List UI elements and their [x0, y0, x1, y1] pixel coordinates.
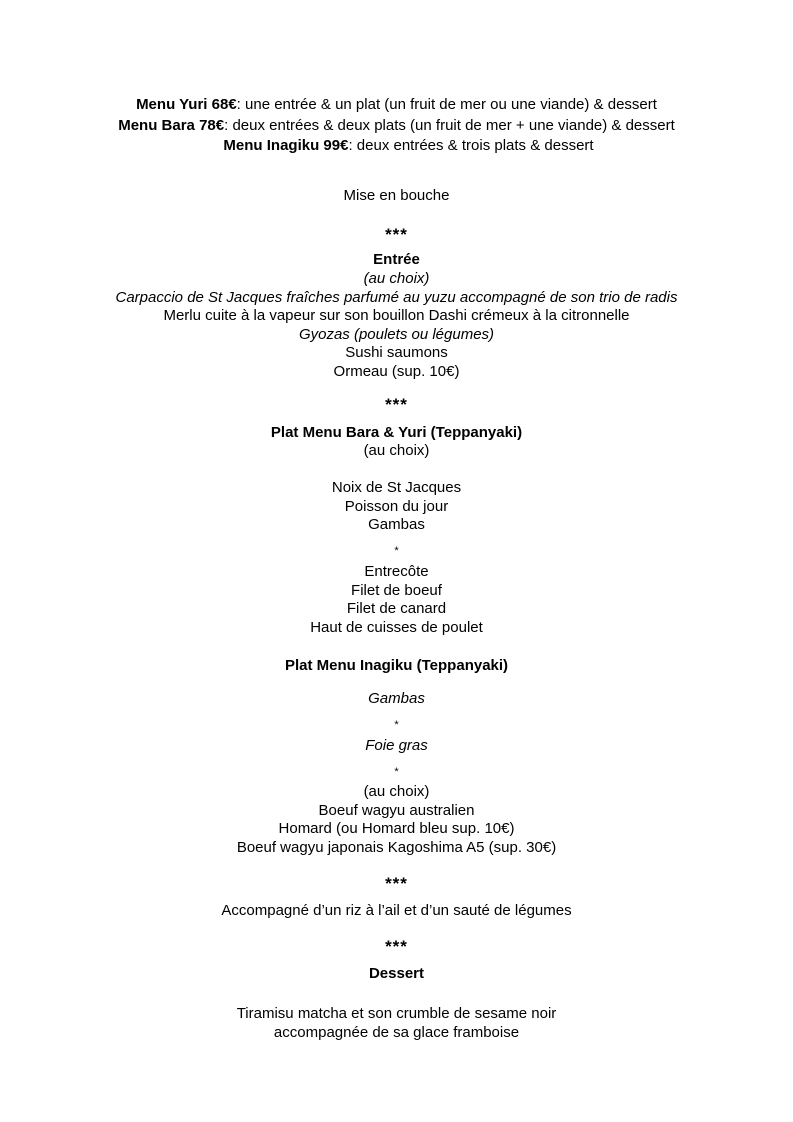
- plat-item: Entrecôte: [364, 563, 429, 580]
- entree-item: Sushi saumons: [345, 344, 448, 361]
- plat-inagiku-title: Plat Menu Inagiku (Teppanyaki): [284, 657, 509, 674]
- entree-choice: (au choix): [363, 270, 430, 287]
- formula-yuri: [0, 96, 793, 114]
- entree-title: Entrée: [373, 251, 420, 268]
- plat-inagiku-choice: (au choix): [363, 783, 430, 800]
- separator: ***: [385, 937, 408, 956]
- plat-item: Filet de canard: [346, 600, 447, 617]
- formula-inagiku: [12, 137, 793, 155]
- entree-item: Merlu cuite à la vapeur sur son bouillon Dashi crémeux à la citronnelle: [163, 307, 630, 324]
- small-separator: *: [394, 766, 399, 778]
- plat-inagiku-course: Foie gras: [365, 737, 428, 754]
- plat-item: Haut de cuisses de poulet: [310, 619, 483, 636]
- formula-desc: : deux entrées & trois plats & dessert: [348, 137, 594, 154]
- entree-item: Ormeau (sup. 10€): [333, 363, 460, 380]
- plat-inagiku-course: Gambas: [368, 690, 425, 707]
- dessert-line: Tiramisu matcha et son crumble de sesame noir: [236, 1005, 557, 1022]
- entree-item: Gyozas (poulets ou légumes): [298, 326, 495, 343]
- dessert-line: accompagnée de sa glace framboise: [273, 1024, 520, 1041]
- plat-bara-yuri-title: Plat Menu Bara & Yuri (Teppanyaki): [270, 424, 523, 441]
- formula-name: Menu Inagiku 99€: [223, 137, 349, 154]
- separator: ***: [385, 874, 408, 893]
- formula-bara: [0, 117, 793, 135]
- plat-bara-yuri-choice: (au choix): [363, 442, 430, 459]
- plat-item: Filet de boeuf: [351, 582, 442, 599]
- accompaniment: Accompagné d’un riz à l’ail et d’un sauté de légumes: [221, 902, 572, 919]
- plat-item: Homard (ou Homard bleu sup. 10€): [278, 820, 515, 837]
- small-separator: *: [394, 719, 399, 731]
- formula-desc: : une entrée & un plat (un fruit de mer ou une viande) & dessert: [236, 96, 657, 113]
- amuse-bouche: Mise en bouche: [343, 187, 450, 204]
- small-separator: *: [394, 545, 399, 557]
- plat-item: Boeuf wagyu japonais Kagoshima A5 (sup. 30€): [236, 839, 557, 856]
- formula-name: Menu Yuri 68€: [136, 96, 237, 113]
- plat-item: Gambas: [368, 516, 425, 533]
- separator: ***: [385, 225, 408, 244]
- formula-desc: : deux entrées & deux plats (un fruit de mer + une viande) & dessert: [224, 117, 675, 134]
- formula-name: Menu Bara 78€: [118, 117, 225, 134]
- separator: ***: [385, 395, 408, 414]
- plat-item: Poisson du jour: [344, 498, 449, 515]
- plat-item: Boeuf wagyu australien: [318, 802, 475, 819]
- entree-item: Carpaccio de St Jacques fraîches parfumé au yuzu accompagné de son trio de radis: [115, 289, 678, 306]
- plat-item: Noix de St Jacques: [331, 479, 462, 496]
- dessert-title: Dessert: [368, 965, 425, 982]
